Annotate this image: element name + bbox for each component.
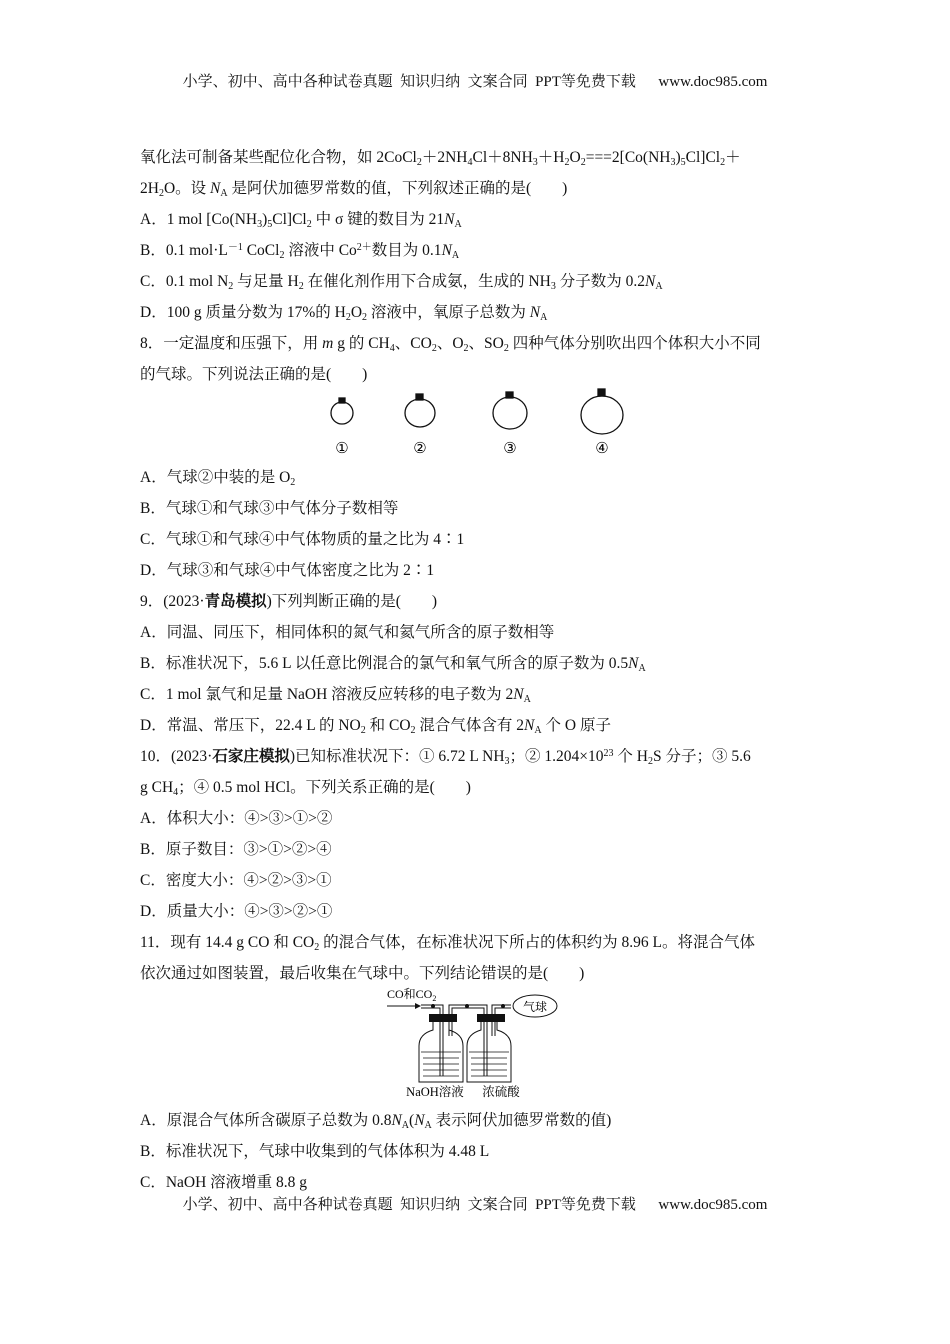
q8-option-c[interactable]: C．气球①和气球④中气体物质的量之比为 4∶1 — [140, 531, 465, 548]
balloon-label: 气球 — [522, 1000, 548, 1014]
q11-option-a[interactable]: A．原混合气体所含碳原子总数为 $0.8N_A(N_A$ 表示阿伏加德罗常数的值) — [140, 1112, 612, 1131]
naoh-label: NaOH溶液 — [406, 1085, 464, 1098]
gas-apparatus-figure — [383, 986, 563, 1098]
q11-option-b[interactable]: B．标准状况下，气球中收集到的气体体积为 4.48 L — [140, 1143, 490, 1160]
balloons-figure — [320, 386, 640, 458]
q10-stem-line1: 10．(2023·石家庄模拟)已知标准状况下：① 6.72 L $NH_3$；② $1.204\times 10^{23}$ 个 $H_2S$ 分子；③ 5.6 — [140, 748, 751, 767]
q9-option-b[interactable]: B．标准状况下，5.6 L 以任意比例混合的氯气和氧气所含的原子数为 $0.5N_A$ — [140, 655, 646, 674]
q7-option-b[interactable]: B．0.1 $mol\cdot L^{-1}$ CoCl$_2$ 溶液中 $Co^{2+}$数目为 $0.1N_A$ — [140, 242, 460, 261]
balloon-label-4: ④ — [595, 441, 609, 457]
q11-stem-line1: 11．现有 14.4 g CO 和 $CO_2$ 的混合气体，在标准状况下所占的体积约为 8.96 L。将混合气体 — [140, 934, 755, 953]
balloon-label-3: ③ — [503, 441, 517, 457]
balloon-3 — [493, 392, 527, 429]
balloon-1 — [331, 398, 353, 424]
balloon-4 — [581, 389, 623, 434]
q8-option-a[interactable]: A．气球②中装的是 $O_2$ — [140, 469, 296, 488]
page-footer: 小学、初中、高中各种试卷真题 知识归纳 文案合同 PPT等免费下载 www.doc985.com — [182, 1197, 768, 1213]
balloon-label-1: ① — [335, 441, 349, 457]
q8-option-d[interactable]: D．气球③和气球④中气体密度之比为 2∶1 — [140, 562, 435, 579]
q7-option-c[interactable]: C．0.1 mol $N_2$ 与足量 $H_2$ 在催化剂作用下合成氨，生成的 $NH_3$ 分子数为 $0.2N_A$ — [140, 273, 663, 292]
q9-option-a[interactable]: A．同温、同压下，相同体积的氮气和氦气所含的原子数相等 — [140, 624, 555, 641]
inlet-label: CO和$CO_2$ — [387, 987, 437, 1003]
q7-option-a[interactable]: A．1 mol $[Co(NH_3)_5Cl]Cl_2$ 中 σ 键的数目为 $21N_A$ — [140, 211, 462, 230]
q11-stem-line2: 依次通过如图装置，最后收集在气球中。下列结论错误的是( ) — [140, 965, 585, 982]
inlet-arrow — [415, 1003, 421, 1009]
q10-stem-line2: g $CH_4$；④ 0.5 mol HCl。下列关系正确的是( ) — [140, 779, 471, 798]
stopper-2 — [477, 1014, 505, 1022]
q8-stem-line1: 8．一定温度和压强下，用 m g 的 $CH_4$、$CO_2$、$O_2$、$SO_2$ 四种气体分别吹出四个体积大小不同 — [140, 335, 761, 354]
stopper-1 — [429, 1014, 457, 1022]
balloon-2 — [405, 394, 435, 427]
acid-label: 浓硫酸 — [482, 1085, 520, 1098]
q11-option-c[interactable]: C．NaOH 溶液增重 8.8 g — [140, 1174, 308, 1191]
q10-option-d[interactable]: D．质量大小：④>③>②>① — [140, 903, 333, 920]
balloon-label-2: ② — [413, 441, 427, 457]
q9-option-c[interactable]: C．1 mol 氯气和足量 NaOH 溶液反应转移的电子数为 $2N_A$ — [140, 686, 531, 705]
q10-option-b[interactable]: B．原子数目：③>①>②>④ — [140, 841, 332, 858]
q8-option-b[interactable]: B．气球①和气球③中气体分子数相等 — [140, 500, 399, 517]
q10-option-c[interactable]: C．密度大小：④>②>③>① — [140, 872, 332, 889]
q9-option-d[interactable]: D．常温、常压下，22.4 L 的 $NO_2$ 和 $CO_2$ 混合气体含有 $2N_A$ 个 O 原子 — [140, 717, 611, 736]
page-header: 小学、初中、高中各种试卷真题 知识归纳 文案合同 PPT等免费下载 www.doc985.com — [182, 74, 768, 90]
q9-stem: 9．(2023·青岛模拟)下列判断正确的是( ) — [140, 593, 438, 610]
q7-stem-line1: 氧化法可制备某些配位化合物，如 $2CoCl_2+2NH_4Cl+8NH_3+H_2O_2===2[Co(NH_3)_5Cl]Cl_2+$ — [140, 149, 741, 168]
q7-option-d[interactable]: D．100 g 质量分数为 17%的 $H_2O_2$ 溶液中，氧原子总数为 $N_A$ — [140, 304, 548, 323]
q7-stem-line2: $2H_2O$。设 $N_A$ 是阿伏加德罗常数的值，下列叙述正确的是( ) — [140, 180, 568, 199]
q8-stem-line2: 的气球。下列说法正确的是( ) — [140, 366, 368, 383]
q10-option-a[interactable]: A．体积大小：④>③>①>② — [140, 810, 333, 827]
